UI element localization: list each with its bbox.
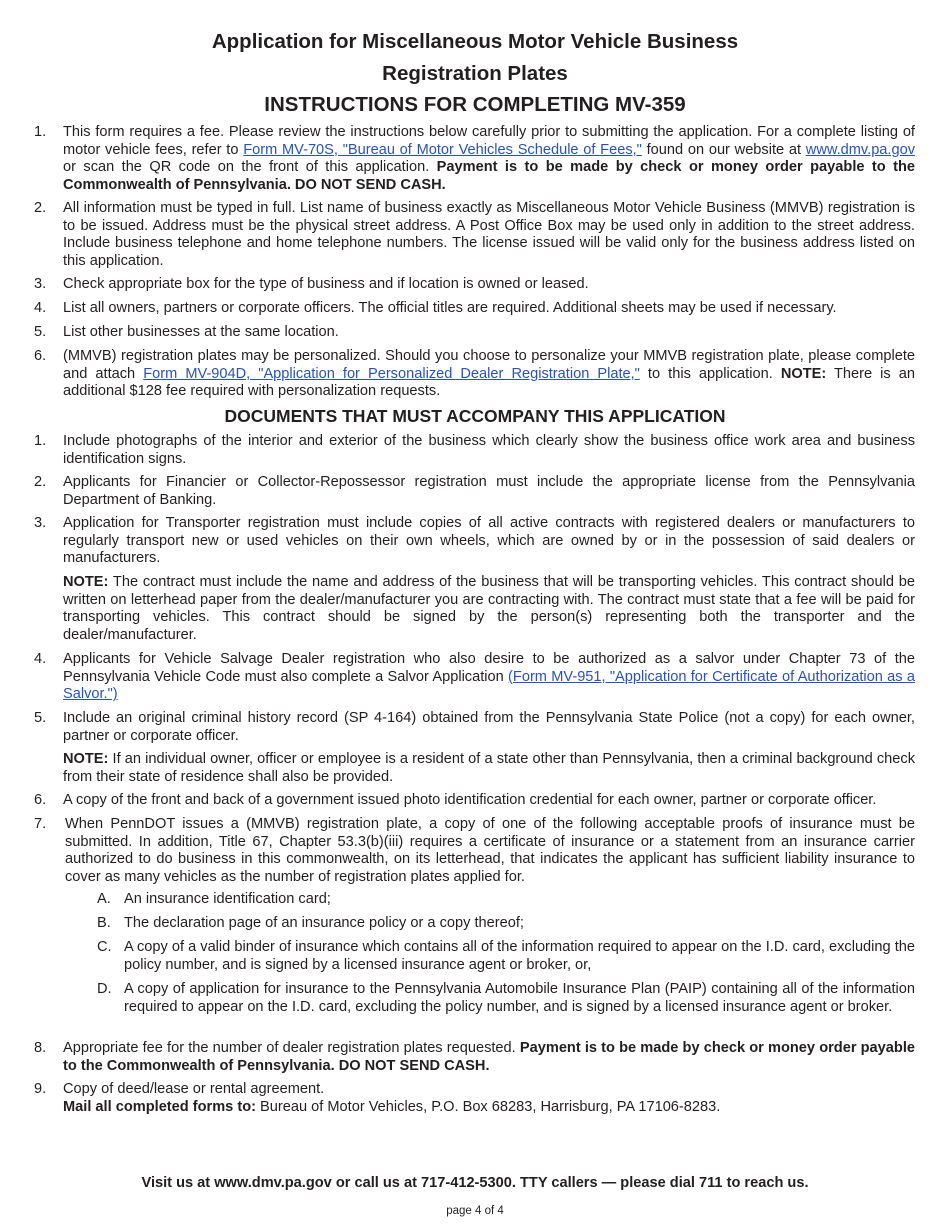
item-number: 1. [34, 124, 47, 140]
instructions-heading: INSTRUCTIONS FOR COMPLETING MV-359 [264, 93, 686, 116]
document-item-1 [34, 433, 915, 468]
document-item-6 [34, 792, 915, 810]
mailing-address: Bureau of Motor Vehicles, P.O. Box 68283, Harrisburg, PA 17106-8283. [256, 1098, 721, 1115]
document-item-5 [34, 710, 915, 745]
sub-item-text: The declaration page of an insurance policy or a copy thereof; [124, 915, 524, 931]
form-mv70s-link[interactable]: Form MV-70S, "Bureau of Motor Vehicles Schedule of Fees," [243, 141, 642, 158]
insurance-proof-b [97, 915, 915, 933]
form-mv951-link[interactable]: (Form MV-951, "Application for Certificate of Authorization as a Salvor.") [63, 668, 915, 703]
item-number: 1. [34, 433, 47, 449]
item-text: Appropriate fee for the number of dealer registration plates requested. Payment is to be made by check or money order payable to the Commonwealth of Pennsylvania. DO NOT SEND CASH. [63, 1040, 915, 1074]
item-text: Include an original criminal history record (SP 4-164) obtained from the Pennsylvania State Police (not a copy) for each owner, partner or corporate officer. [63, 710, 915, 744]
note-label: NOTE: [780, 365, 827, 382]
instruction-item-4 [34, 300, 915, 318]
item-text: This form requires a fee. Please review the instructions below carefully prior to submitting the application. For a complete listing of motor vehicle fees, refer to Form MV-70S, "Bureau of Motor Vehicles Schedule of Fees," found on our website at www.dmv.pa.gov or scan the QR code on the front of this application. Payment is to be made by check or money order payable to the Commonwealth of Pennsylvania. DO NOT SEND CASH. [63, 124, 916, 193]
item-text: (MMVB) registration plates may be personalized. Should you choose to personalize your MMVB registration plate, please complete and attach Form MV-904D, "Application for Personalized Dealer Registration Plate," to this application. NOTE: There is an additional $128 fee required with personalization requests. [63, 348, 916, 400]
payment-notice: Payment is to be made by check or money order payable to the Commonwealth of Pennsylvania. DO NOT SEND CASH. [63, 1040, 915, 1074]
item-number: 3. [34, 276, 47, 292]
item-number: 6. [34, 348, 47, 364]
instruction-item-2 [34, 200, 915, 270]
document-item-3 [34, 515, 915, 568]
item-number: 5. [34, 710, 47, 726]
instruction-item-5 [34, 324, 915, 342]
item-text: Application for Transporter registration must include copies of all active contracts with registered dealers or manufacturers to regularly transport new or used vehicles on their own wheels, which are owned by or in the possession of said dealers or manufacturers. [63, 515, 915, 567]
document-item-9 [34, 1081, 915, 1116]
mail-label: Mail all completed forms to: [63, 1098, 256, 1115]
sub-item-letter: A. [97, 891, 111, 907]
insurance-proof-d [97, 981, 915, 1016]
item-number: 8. [34, 1040, 47, 1056]
item-text: Applicants for Vehicle Salvage Dealer registration who also desire to be authorized as a salvor under Chapter 73 of the Pennsylvania Vehicle Code must also complete a Salvor Application (Form MV-951, "Application for Certificate of Authorization as a Salvor.") [63, 651, 915, 703]
transporter-contract-note: NOTE: The contract must include the name and address of the business that will be transporting vehicles. This contract should be written on letterhead paper from the dealer/manufacturer you are contracting with. The contract must state that a fee will be paid for transporting vehicles. This contract should be signed by the person(s) representing both the transporter and the dealer/manufacturer. [63, 574, 915, 643]
item-text: All information must be typed in full. List name of business exactly as Miscellaneous Motor Vehicle Business (MMVB) registration is to be issued. Address must be the physical street address. A Post Office Box may be used only in addition to the street address. Include business telephone and home telephone numbers. The license issued will be valid only for the business address listed on this application. [63, 200, 915, 269]
document-item-4 [34, 651, 915, 704]
form-title-line-1: Application for Miscellaneous Motor Vehicle Business [211, 30, 739, 53]
item-text: List other businesses at the same location. [63, 324, 339, 340]
item-text: Check appropriate box for the type of business and if location is owned or leased. [63, 276, 589, 292]
item-number: 9. [34, 1081, 47, 1097]
sub-item-letter: B. [97, 915, 111, 931]
insurance-proof-c [97, 939, 915, 974]
dmv-website-link[interactable]: www.dmv.pa.gov [805, 141, 916, 158]
item-number: 4. [34, 651, 47, 667]
item-text: When PennDOT issues a (MMVB) registration plate, a copy of one of the following acceptable proofs of insurance must be submitted. In addition, Title 67, Chapter 53.3(b)(iii) requires a certificate of insurance or a statement from an insurance carrier authorized to do business in this commonwealth, on its letterhead, that indicates the applicant has sufficient liability insurance to cover as many vehicles as the number of registration plates applied for. [65, 816, 915, 885]
sub-item-text: An insurance identification card; [124, 891, 331, 907]
document-item-7 [34, 816, 915, 886]
instruction-item-3 [34, 276, 915, 294]
note-label: NOTE: [63, 574, 109, 590]
note-label: NOTE: [63, 751, 109, 767]
sub-item-letter: C. [97, 939, 112, 955]
item-text: Include photographs of the interior and exterior of the business which clearly show the business office work area and business identification signs. [63, 433, 915, 467]
documents-heading: DOCUMENTS THAT MUST ACCOMPANY THIS APPLICATION [224, 406, 726, 426]
item-number: 7. [34, 816, 47, 832]
form-mv904d-link[interactable]: Form MV-904D, "Application for Personalized Dealer Registration Plate," [143, 365, 640, 382]
insurance-proof-a [97, 891, 915, 909]
item-number: 3. [34, 515, 47, 531]
sub-item-letter: D. [97, 981, 112, 997]
item-text: List all owners, partners or corporate officers. The official titles are required. Additional sheets may be used if necessary. [63, 300, 837, 316]
document-item-2 [34, 474, 915, 509]
item-number: 5. [34, 324, 47, 340]
page-number: page 4 of 4 [446, 1205, 504, 1217]
item-number: 2. [34, 474, 47, 490]
item-text: Copy of deed/lease or rental agreement. Mail all completed forms to: Bureau of Motor Vehicles, P.O. Box 68283, Harrisburg, PA 17106-8283. [63, 1081, 721, 1115]
contact-footer: Visit us at www.dmv.pa.gov or call us at 717-412-5300. TTY callers — please dial 711 to reach us. [141, 1175, 809, 1191]
instruction-item-1 [34, 124, 915, 194]
payment-notice: Payment is to be made by check or money order payable to the Commonwealth of Pennsylvania. DO NOT SEND CASH. [63, 159, 915, 193]
document-item-8 [34, 1040, 915, 1075]
criminal-background-note: NOTE: If an individual owner, officer or employee is a resident of a state other than Pennsylvania, then a criminal background check from their state of residence shall also be provided. [63, 751, 915, 785]
instruction-item-6 [34, 348, 915, 401]
item-text: A copy of the front and back of a government issued photo identification credential for each owner, partner or corporate officer. [63, 792, 877, 808]
item-text: Applicants for Financier or Collector-Repossessor registration must include the appropriate license from the Pennsylvania Department of Banking. [63, 474, 915, 508]
item-number: 2. [34, 200, 47, 216]
form-title-line-2: Registration Plates [382, 62, 568, 85]
sub-item-text: A copy of a valid binder of insurance which contains all of the information required to appear on the I.D. card, excluding the policy number, and is signed by a licensed insurance agent or broker, or, [124, 939, 915, 973]
item-number: 6. [34, 792, 47, 808]
sub-item-text: A copy of application for insurance to the Pennsylvania Automobile Insurance Plan (PAIP) containing all of the information required to appear on the I.D. card, excluding the policy number, and is signed by a licensed insurance agent or broker. [124, 981, 915, 1015]
item-number: 4. [34, 300, 47, 316]
